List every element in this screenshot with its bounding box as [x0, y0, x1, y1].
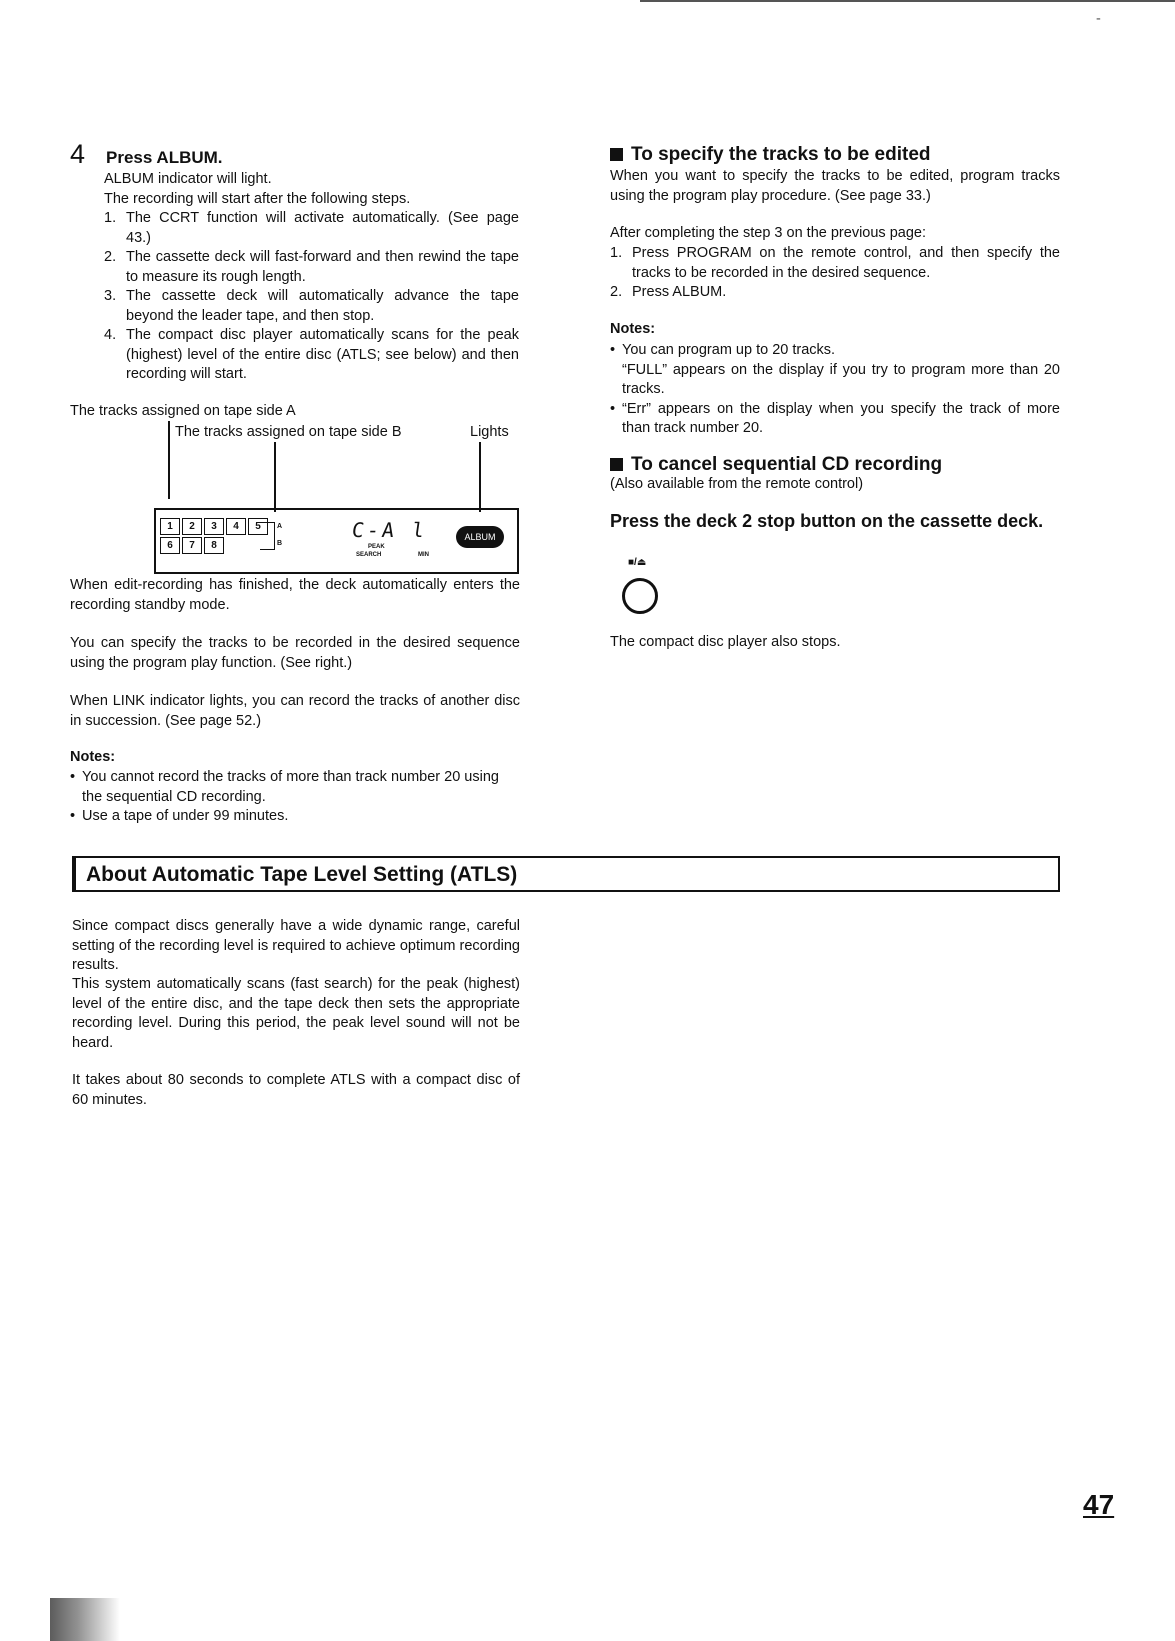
tape-side-icon: [260, 522, 275, 550]
specify-intro: When you want to specify the tracks to be edited, program tracks using the program play procedure. (See page 33.): [610, 168, 1060, 204]
track-cell: 2: [182, 518, 202, 535]
track-cell: 3: [204, 518, 224, 535]
label-side-a: The tracks assigned on tape side A: [70, 403, 296, 419]
display-segment-text: C-A l: [350, 518, 429, 542]
track-cell: 5: [248, 518, 268, 535]
peak-label: PEAK: [368, 544, 385, 550]
note-item: • “Err” appears on the display when you specify the track of more than track number 20.: [610, 400, 1060, 436]
specify-list: [610, 244, 1060, 303]
specify-heading: To specify the tracks to be edited: [610, 143, 931, 167]
leader-line-b: [274, 442, 276, 512]
label-side-b: The tracks assigned on tape side B: [175, 424, 402, 440]
specify-notes: [610, 341, 1060, 439]
step-list-item: 2. The cassette deck will fast-forward and then rewind the tape to measure its rough length.: [104, 249, 519, 285]
step-list: [104, 209, 519, 385]
cancel-subtitle: (Also available from the remote control): [610, 476, 864, 492]
label-lights: Lights: [470, 424, 509, 440]
step-list-item: 4. The compact disc player automatically scans for the peak (highest) level of the entire disc (ATLS; see below) and then recording will start.: [104, 327, 519, 382]
track-grid: [160, 518, 272, 554]
cancel-instruction: Press the deck 2 stop button on the cassette deck.: [610, 511, 1044, 531]
atls-para-2: This system automatically scans (fast search) for the peak (highest) level of the entire disc, and the tape deck then sets the appropriate recording level. During this period, the peak level sound will not be heard.: [72, 976, 520, 1051]
para-program-sequence: You can specify the tracks to be recorded in the desired sequence using the program play function. (See right.): [70, 635, 520, 671]
step-body: [104, 170, 519, 385]
min-label: MIN: [418, 552, 429, 558]
step-list-item: 1. The CCRT function will activate automatically. (See page 43.): [104, 210, 519, 246]
note-sub: “FULL” appears on the display if you try to program more than 20 tracks.: [622, 361, 1060, 397]
notes-list: [70, 768, 520, 827]
para-link: When LINK indicator lights, you can record the tracks of another disc in succession. (See page 52.): [70, 693, 520, 729]
album-label: ALBUM: [464, 532, 496, 542]
atls-heading-box: [72, 856, 1060, 892]
step-number: 4: [70, 139, 86, 169]
top-rule: [640, 0, 1175, 2]
specify-list-item: 1. Press PROGRAM on the remote control, and then specify the tracks to be recorded in the desired sequence.: [610, 245, 1060, 281]
track-cell: 4: [226, 518, 246, 535]
atls-para-3: It takes about 80 seconds to complete ATLS with a compact disc of 60 minutes.: [72, 1072, 520, 1108]
track-cell: 8: [204, 537, 224, 554]
side-b-mark: B: [277, 540, 283, 547]
track-cell: 1: [160, 518, 180, 535]
atls-heading: About Automatic Tape Level Setting (ATLS): [86, 863, 518, 886]
note-item: • You cannot record the tracks of more than track number 20 using the sequential CD recording.: [70, 769, 499, 805]
square-bullet-icon: [610, 148, 623, 161]
atls-para-1: Since compact discs generally have a wide dynamic range, careful setting of the recording level is required to achieve optimum recording results.: [72, 918, 520, 973]
page-number: 47: [1083, 1489, 1115, 1520]
album-indicator: [456, 526, 504, 548]
para-edit-finished: When edit-recording has finished, the deck automatically enters the recording standby mode.: [70, 577, 520, 613]
cancel-heading: To cancel sequential CD recording: [610, 453, 942, 477]
scan-artifact: [50, 1598, 120, 1641]
specify-list-wrap: [610, 244, 1060, 303]
specify-notes-title: Notes:: [610, 321, 656, 337]
notes-title: Notes:: [70, 749, 116, 765]
cancel-result: The compact disc player also stops.: [610, 634, 841, 650]
track-cell: 7: [182, 537, 202, 554]
step-line-1: ALBUM indicator will light.: [104, 171, 272, 187]
stop-eject-button[interactable]: [622, 578, 658, 614]
leader-line-a: [168, 421, 170, 499]
step-title: Press ALBUM.: [106, 148, 223, 167]
note-item: • You can program up to 20 tracks.: [610, 342, 836, 358]
display-panel: [154, 508, 519, 574]
top-mark: -: [1096, 11, 1101, 27]
note-item: • Use a tape of under 99 minutes.: [70, 808, 289, 824]
step-list-item: 3. The cassette deck will automatically advance the tape beyond the leader tape, and then stop.: [104, 288, 519, 324]
step-line-2: The recording will start after the following steps.: [104, 190, 411, 207]
track-cell: 6: [160, 537, 180, 554]
side-a-mark: A: [277, 523, 283, 530]
specify-after: After completing the step 3 on the previous page:: [610, 225, 926, 241]
search-label: SEARCH: [356, 552, 382, 558]
stop-eject-label: ■/⏏: [628, 557, 647, 568]
square-bullet-icon: [610, 458, 623, 471]
specify-list-item: 2. Press ALBUM.: [610, 284, 727, 300]
leader-line-lights: [479, 442, 481, 512]
